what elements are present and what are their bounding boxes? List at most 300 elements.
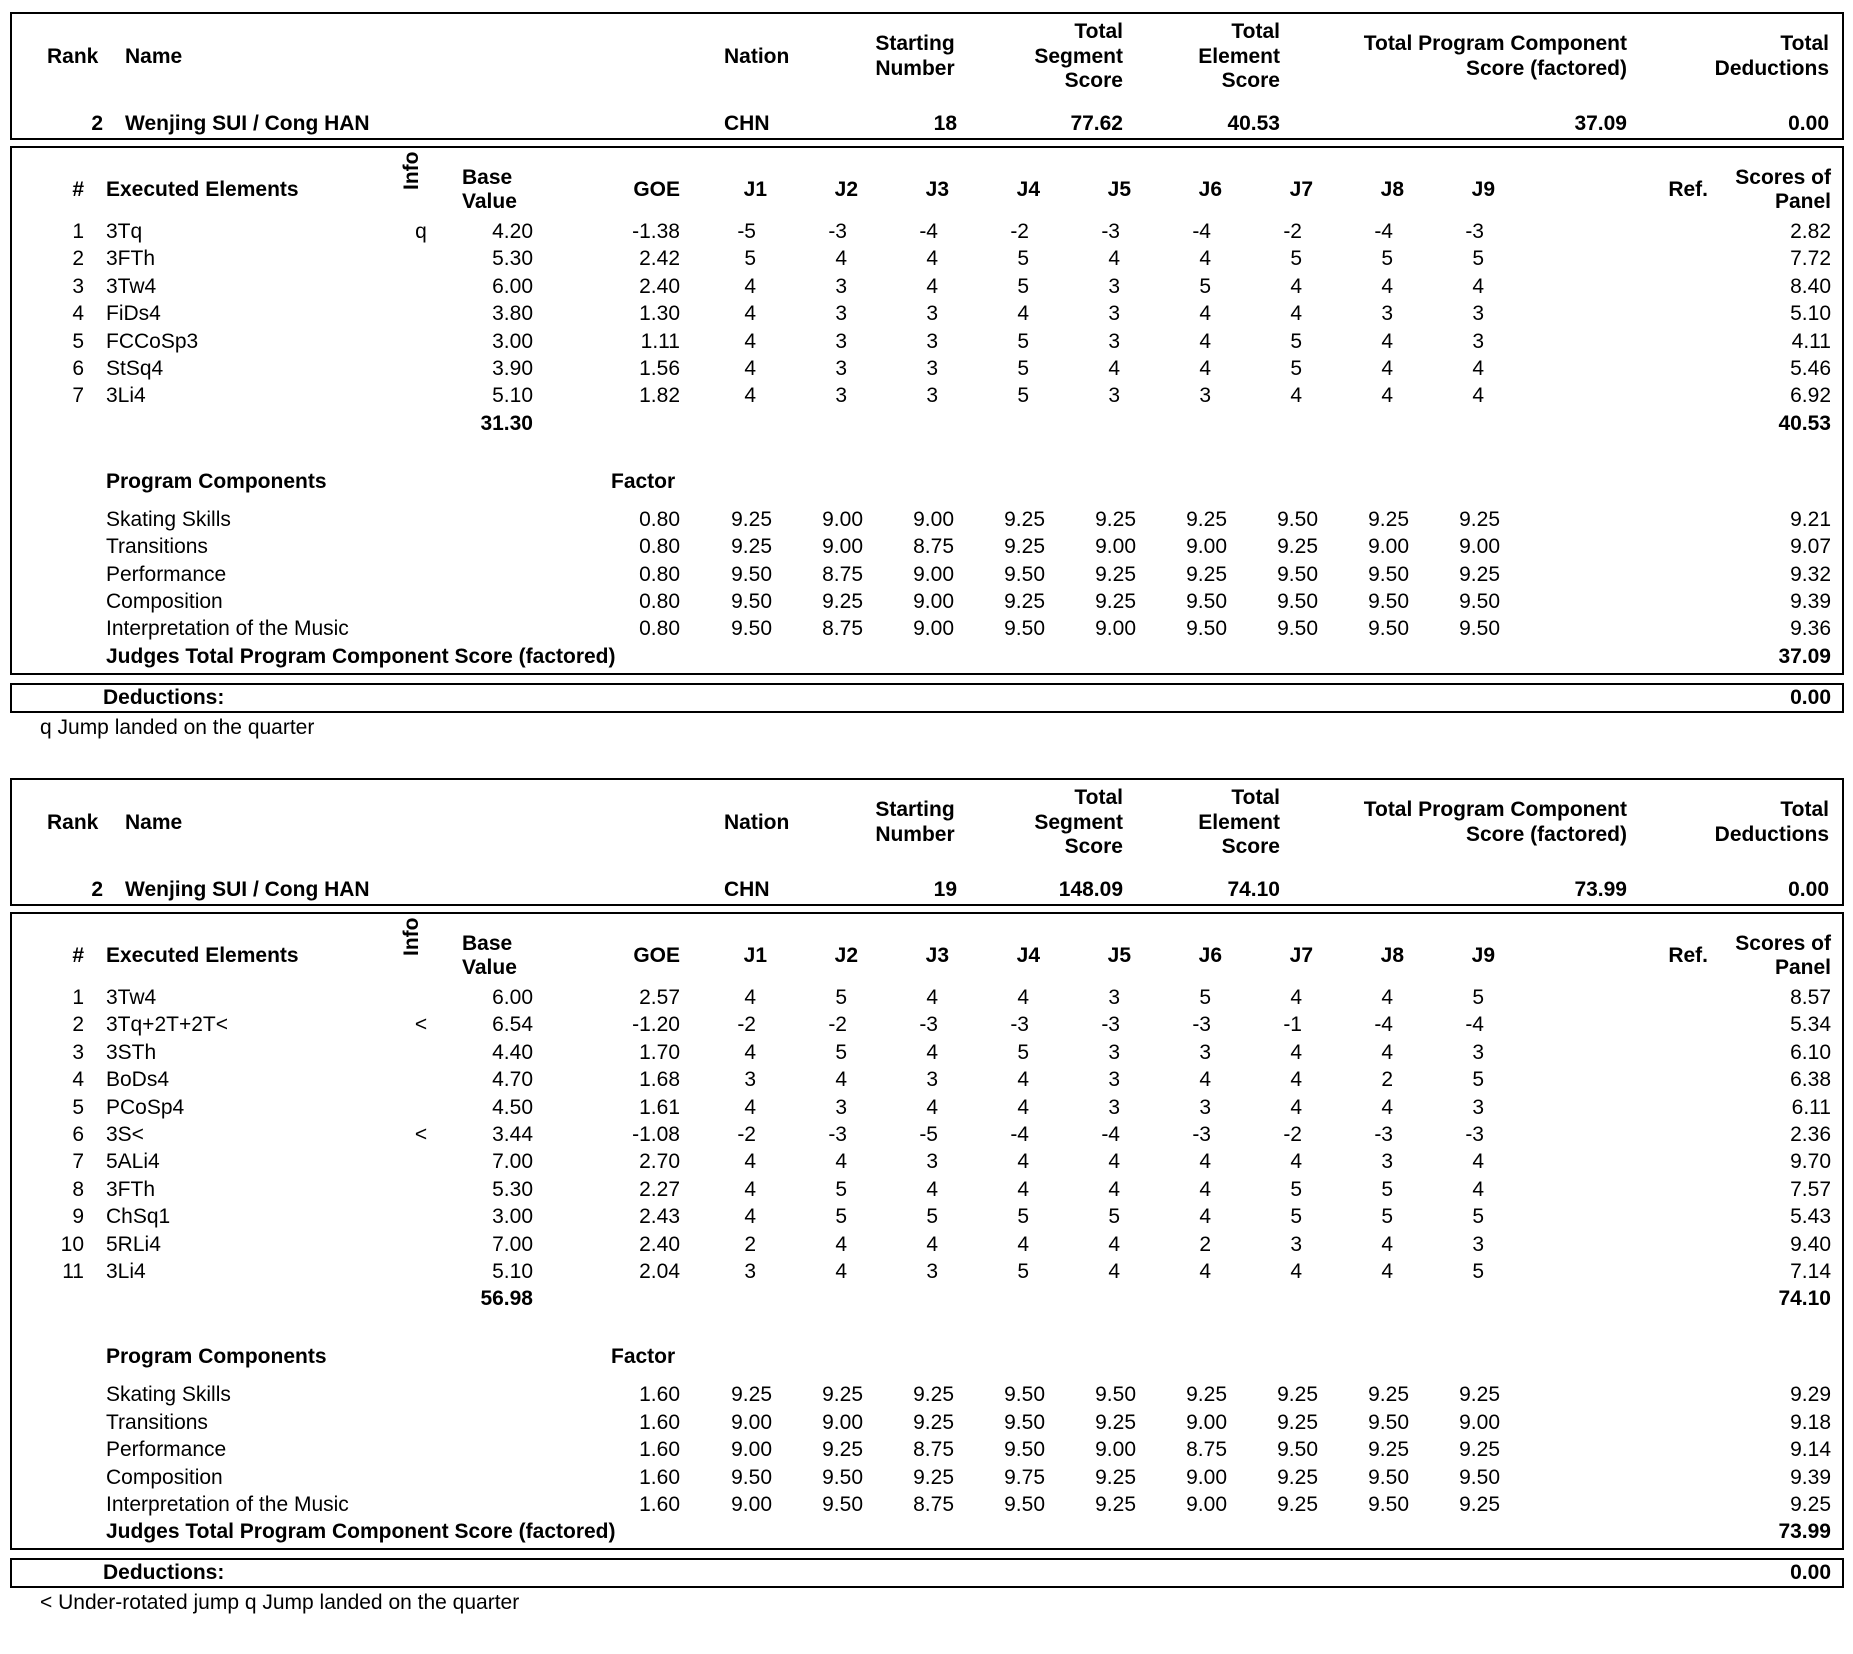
element-judge-score: -3 [1192, 1123, 1211, 1146]
element-code: ChSq1 [106, 1205, 171, 1229]
component-judge-score: 9.25 [1459, 1383, 1500, 1407]
component-judge-score: 9.50 [1368, 617, 1409, 641]
component-name: Composition [106, 1465, 223, 1489]
element-judge-score: 4 [744, 274, 756, 298]
element-judge-score: 4 [1290, 302, 1302, 326]
element-judge-score: 4 [744, 384, 756, 408]
element-judge-score: -1 [1283, 1013, 1302, 1037]
element-judge-score: 4 [1472, 1150, 1484, 1174]
col-header-base-value: Base [462, 932, 513, 955]
component-panel-score: 9.21 [1790, 507, 1831, 531]
nation-value: CHN [724, 878, 770, 901]
element-goe: 2.57 [639, 986, 680, 1009]
element-judge-score: -2 [1010, 220, 1029, 243]
element-judge-score: 4 [1108, 247, 1120, 271]
element-judge-score: 3 [1199, 1095, 1211, 1119]
element-judge-score: 3 [1472, 1040, 1484, 1064]
element-judge-score: -2 [737, 1013, 756, 1037]
element-judge-score: 3 [835, 1095, 847, 1119]
component-panel-score: 9.39 [1790, 1465, 1831, 1489]
component-judge-score: 9.00 [913, 590, 954, 613]
element-judge-score: 3 [1108, 1068, 1120, 1092]
element-number: 4 [72, 302, 84, 326]
component-judge-score: 9.00 [731, 1410, 772, 1434]
col-header-executed-elements: Executed Elements [106, 178, 299, 201]
element-goe: 1.82 [639, 384, 680, 408]
element-judge-score: 5 [1017, 384, 1029, 408]
element-judge-score: 5 [1290, 357, 1302, 380]
component-panel-score: 9.07 [1790, 535, 1831, 559]
component-judge-score: 9.25 [1459, 1438, 1500, 1462]
element-judge-score: 5 [1290, 247, 1302, 271]
element-judge-score: 4 [1017, 1095, 1029, 1119]
element-judge-score: 3 [1108, 274, 1120, 298]
tpcs-value: 73.99 [1574, 878, 1627, 901]
element-panel-score: 8.57 [1790, 986, 1831, 1009]
element-base-value: 3.80 [492, 302, 533, 326]
header-starting-number: Number [875, 823, 955, 846]
element-judge-score: 4 [1381, 274, 1393, 298]
deductions-label: Deductions: [103, 685, 225, 709]
component-judge-score: 9.25 [1004, 590, 1045, 613]
component-judge-score: 9.25 [1368, 1383, 1409, 1407]
element-number: 10 [60, 1232, 84, 1256]
component-factor: 0.80 [639, 562, 680, 586]
component-judge-score: 9.00 [822, 1410, 863, 1434]
component-judge-score: 9.00 [1368, 535, 1409, 559]
component-judge-score: 9.00 [913, 507, 954, 531]
component-judge-score: 9.25 [1368, 1438, 1409, 1462]
element-judge-score: 4 [1017, 1177, 1029, 1201]
element-base-value: 3.90 [492, 357, 533, 380]
element-judge-score: 4 [1290, 1040, 1302, 1064]
col-header-judge: J9 [1471, 178, 1495, 201]
judges-total-label: Judges Total Program Component Score (factored) [106, 644, 616, 668]
header-tpcs: Score (factored) [1465, 823, 1627, 846]
element-judge-score: 4 [1108, 1177, 1120, 1201]
element-judge-score: 3 [744, 1068, 756, 1092]
element-judge-score: -2 [737, 1123, 756, 1146]
element-judge-score: 3 [926, 357, 938, 380]
element-judge-score: 4 [1108, 1150, 1120, 1174]
component-name: Performance [106, 562, 227, 586]
program-components-heading: Program Components [106, 1345, 327, 1369]
component-judge-score: 9.00 [1095, 535, 1136, 559]
total-deductions-value: 0.00 [1788, 112, 1829, 135]
element-judge-score: -4 [1192, 220, 1211, 243]
component-judge-score: 9.25 [1368, 507, 1409, 531]
element-goe: -1.08 [632, 1123, 680, 1146]
element-judge-score: 4 [744, 302, 756, 326]
element-judge-score: -5 [737, 220, 756, 243]
element-panel-score: 7.72 [1790, 247, 1831, 271]
element-judge-score: 4 [835, 1260, 847, 1283]
element-goe: 1.70 [639, 1040, 680, 1064]
element-judge-score: 3 [926, 1260, 938, 1283]
element-judge-score: 3 [835, 302, 847, 326]
element-number: 5 [72, 1095, 84, 1119]
element-judge-score: 4 [835, 1150, 847, 1174]
col-header-judge: J8 [1380, 944, 1404, 967]
component-name: Performance [106, 1438, 227, 1462]
header-rank: Rank [47, 45, 99, 68]
judges-total-label: Judges Total Program Component Score (factored) [106, 1520, 616, 1544]
component-judge-score: 9.50 [1004, 1438, 1045, 1462]
header-total-element-score: Score [1221, 835, 1280, 858]
component-factor: 0.80 [639, 535, 680, 559]
element-judge-score: 4 [1290, 384, 1302, 408]
component-judge-score: 9.00 [822, 507, 863, 531]
element-judge-score: 4 [926, 247, 938, 271]
element-judge-score: 4 [1472, 357, 1484, 380]
element-panel-score: 6.92 [1790, 384, 1831, 408]
element-judge-score: 2 [744, 1232, 756, 1256]
base-value-total: 31.30 [480, 411, 533, 435]
element-judge-score: 4 [1017, 986, 1029, 1009]
component-judge-score: 9.00 [1186, 1493, 1227, 1516]
element-judge-score: 4 [926, 1232, 938, 1256]
col-header-goe: GOE [633, 178, 680, 201]
element-base-value: 7.00 [492, 1150, 533, 1174]
col-header-judge: J6 [1198, 944, 1222, 967]
component-judge-score: 9.50 [1004, 1410, 1045, 1434]
component-judge-score: 9.50 [822, 1493, 863, 1516]
component-judge-score: 9.25 [1459, 1493, 1500, 1516]
component-factor: 0.80 [639, 507, 680, 531]
header-rank: Rank [47, 811, 99, 834]
col-header-judge: J5 [1107, 178, 1131, 201]
component-name: Interpretation of the Music [106, 1493, 349, 1516]
element-base-value: 3.00 [492, 1205, 533, 1229]
component-name: Skating Skills [106, 1383, 231, 1407]
component-judge-score: 9.25 [1004, 535, 1045, 559]
element-judge-score: 4 [1290, 274, 1302, 298]
element-judge-score: 4 [744, 1177, 756, 1201]
element-info: < [414, 1013, 428, 1037]
header-total-element-score: Element [1198, 811, 1280, 834]
element-judge-score: 4 [1108, 1260, 1120, 1283]
element-judge-score: 4 [1199, 329, 1211, 353]
footnote: < Under-rotated jump q Jump landed on the quarter [40, 1591, 520, 1615]
component-judge-score: 9.00 [913, 617, 954, 641]
element-judge-score: 5 [1290, 329, 1302, 353]
element-judge-score: 4 [835, 1068, 847, 1092]
element-panel-score: 6.38 [1790, 1068, 1831, 1092]
element-judge-score: 3 [1108, 384, 1120, 408]
component-judge-score: 9.50 [1277, 617, 1318, 641]
component-judge-score: 8.75 [1186, 1438, 1227, 1462]
component-judge-score: 9.00 [1186, 1410, 1227, 1434]
element-judge-score: 3 [1199, 1040, 1211, 1064]
element-judge-score: 3 [1472, 1095, 1484, 1119]
element-judge-score: -2 [1283, 1123, 1302, 1146]
element-judge-score: -3 [1465, 220, 1484, 243]
element-code: 3Tw4 [106, 986, 157, 1009]
starting-number-value: 18 [933, 112, 957, 135]
element-judge-score: 4 [1199, 1260, 1211, 1283]
tpcs-value: 37.09 [1574, 112, 1627, 135]
col-header-judge: J9 [1471, 944, 1495, 967]
col-header-scores-of-panel: Panel [1774, 190, 1831, 213]
element-number: 9 [72, 1205, 84, 1229]
component-panel-score: 9.36 [1790, 617, 1831, 641]
element-judge-score: -4 [1374, 220, 1393, 243]
col-header-executed-elements: Executed Elements [106, 944, 299, 967]
component-judge-score: 8.75 [913, 1493, 954, 1516]
element-judge-score: -3 [828, 1123, 847, 1146]
header-total-segment-score: Score [1064, 69, 1123, 92]
component-judge-score: 9.50 [1004, 617, 1045, 641]
element-judge-score: 4 [1472, 384, 1484, 408]
element-number: 2 [72, 247, 84, 271]
element-judge-score: 4 [1290, 1260, 1302, 1283]
component-judge-score: 9.00 [822, 535, 863, 559]
element-judge-score: 5 [1017, 1260, 1029, 1283]
header-total-element-score: Total [1231, 20, 1280, 43]
component-judge-score: 9.50 [1368, 590, 1409, 613]
element-goe: 2.40 [639, 274, 680, 298]
element-judge-score: -4 [1010, 1123, 1029, 1146]
col-header-judge: J1 [743, 944, 767, 967]
component-judge-score: 9.25 [731, 507, 772, 531]
judges-total-value: 73.99 [1778, 1520, 1831, 1544]
component-judge-score: 9.25 [1095, 1493, 1136, 1516]
element-judge-score: 4 [744, 1095, 756, 1119]
col-header-scores-of-panel: Scores of [1735, 932, 1831, 955]
element-goe: 1.56 [639, 357, 680, 380]
component-factor: 1.60 [639, 1465, 680, 1489]
element-judge-score: 5 [1017, 247, 1029, 271]
element-judge-score: 4 [1381, 1260, 1393, 1283]
element-judge-score: 3 [1472, 1232, 1484, 1256]
element-judge-score: 2 [1199, 1232, 1211, 1256]
element-judge-score: 5 [744, 247, 756, 271]
col-header-base-value: Base [462, 166, 513, 189]
col-header-ref: Ref. [1668, 178, 1708, 201]
col-header-judge: J7 [1289, 944, 1313, 967]
element-info: q [415, 220, 427, 243]
element-goe: 2.70 [639, 1150, 680, 1174]
deductions-box [10, 1558, 1844, 1588]
col-header-num: # [72, 178, 84, 201]
element-judge-score: 4 [1381, 1040, 1393, 1064]
element-number: 8 [72, 1177, 84, 1201]
element-panel-score: 9.70 [1790, 1150, 1831, 1174]
element-judge-score: 4 [1199, 357, 1211, 380]
col-header-info: Info [400, 151, 423, 190]
col-header-judge: J3 [925, 944, 949, 967]
component-judge-score: 9.25 [1277, 1383, 1318, 1407]
element-judge-score: 5 [1017, 274, 1029, 298]
component-judge-score: 9.00 [1459, 1410, 1500, 1434]
element-judge-score: 4 [744, 357, 756, 380]
element-judge-score: -3 [1374, 1123, 1393, 1146]
element-number: 3 [72, 1040, 84, 1064]
component-judge-score: 9.00 [731, 1438, 772, 1462]
col-header-judge: J4 [1016, 944, 1040, 967]
element-judge-score: 4 [1472, 274, 1484, 298]
component-judge-score: 9.25 [1186, 562, 1227, 586]
element-judge-score: 5 [1472, 1205, 1484, 1229]
component-judge-score: 9.25 [1186, 507, 1227, 531]
element-judge-score: 5 [1472, 1260, 1484, 1283]
element-judge-score: 4 [1017, 1232, 1029, 1256]
header-tpcs: Total Program Component [1363, 32, 1627, 55]
element-judge-score: 3 [1290, 1232, 1302, 1256]
col-header-num: # [72, 944, 84, 967]
component-panel-score: 9.39 [1790, 590, 1831, 613]
component-judge-score: 9.00 [1186, 1465, 1227, 1489]
starting-number-value: 19 [933, 878, 957, 901]
component-factor: 1.60 [639, 1383, 680, 1407]
component-name: Transitions [106, 535, 208, 559]
element-judge-score: 4 [1199, 1068, 1211, 1092]
component-judge-score: 9.50 [1095, 1383, 1136, 1407]
header-starting-number: Number [875, 57, 955, 80]
total-deductions-value: 0.00 [1788, 878, 1829, 901]
element-goe: 1.30 [639, 302, 680, 326]
element-judge-score: 5 [1199, 986, 1211, 1009]
component-judge-score: 9.50 [1459, 617, 1500, 641]
element-code: 3FTh [106, 1177, 156, 1201]
header-starting-number: Starting [875, 798, 955, 821]
element-code: 3STh [106, 1040, 157, 1064]
component-judge-score: 9.25 [1095, 590, 1136, 613]
component-judge-score: 9.00 [1459, 535, 1500, 559]
element-goe: 1.68 [639, 1068, 680, 1092]
element-base-value: 4.40 [492, 1040, 533, 1064]
element-judge-score: -4 [919, 220, 938, 243]
panel-total: 74.10 [1778, 1287, 1831, 1311]
judges-total-value: 37.09 [1778, 644, 1831, 668]
col-header-ref: Ref. [1668, 944, 1708, 967]
element-base-value: 5.10 [492, 1260, 533, 1283]
element-judge-score: 5 [1017, 357, 1029, 380]
element-code: 3Li4 [106, 1260, 146, 1283]
component-judge-score: 9.25 [822, 1383, 863, 1407]
element-judge-score: 4 [1017, 1150, 1029, 1174]
header-nation: Nation [724, 811, 790, 834]
element-judge-score: -3 [1101, 1013, 1120, 1037]
component-judge-score: 9.50 [1277, 1438, 1318, 1462]
col-header-judge: J8 [1380, 178, 1404, 201]
component-judge-score: 9.25 [913, 1410, 954, 1434]
element-judge-score: 4 [835, 247, 847, 271]
element-judge-score: 4 [1017, 1068, 1029, 1092]
component-judge-score: 9.25 [1459, 562, 1500, 586]
component-judge-score: 9.25 [1095, 1465, 1136, 1489]
element-panel-score: 2.36 [1790, 1123, 1831, 1146]
element-judge-score: 3 [1108, 1040, 1120, 1064]
header-name: Name [125, 811, 183, 834]
component-judge-score: 9.50 [1368, 1493, 1409, 1516]
element-code: FiDs4 [106, 302, 161, 326]
component-judge-score: 9.25 [1186, 1383, 1227, 1407]
element-number: 1 [72, 220, 84, 243]
component-name: Transitions [106, 1410, 208, 1434]
col-header-base-value: Value [462, 190, 517, 213]
component-judge-score: 8.75 [913, 535, 954, 559]
element-number: 4 [72, 1068, 84, 1092]
component-judge-score: 9.50 [1004, 1493, 1045, 1516]
component-factor: 0.80 [639, 617, 680, 641]
element-number: 7 [72, 1150, 84, 1174]
element-judge-score: 5 [1290, 1177, 1302, 1201]
element-judge-score: 4 [1381, 384, 1393, 408]
element-number: 3 [72, 274, 84, 298]
element-panel-score: 7.14 [1790, 1260, 1831, 1283]
element-judge-score: 3 [1108, 302, 1120, 326]
component-factor: 1.60 [639, 1410, 680, 1434]
header-total-segment-score: Score [1064, 835, 1123, 858]
component-judge-score: 9.25 [1277, 1410, 1318, 1434]
element-number: 2 [72, 1013, 84, 1037]
header-total-deductions: Total [1780, 32, 1829, 55]
element-number: 7 [72, 384, 84, 408]
element-code: 3Tq [106, 220, 143, 243]
header-total-segment-score: Segment [1034, 811, 1123, 834]
deductions-value: 0.00 [1790, 685, 1831, 709]
element-judge-score: 4 [744, 1205, 756, 1229]
header-total-deductions: Deductions [1714, 823, 1829, 846]
element-judge-score: 3 [1108, 1095, 1120, 1119]
element-code: 3FTh [106, 247, 156, 271]
col-header-goe: GOE [633, 944, 680, 967]
element-base-value: 4.20 [492, 220, 533, 243]
component-judge-score: 9.00 [731, 1493, 772, 1516]
element-goe: 1.61 [639, 1095, 680, 1119]
element-judge-score: 3 [835, 357, 847, 380]
header-nation: Nation [724, 45, 790, 68]
element-code: 3Tw4 [106, 274, 157, 298]
element-goe: 2.40 [639, 1232, 680, 1256]
element-base-value: 5.30 [492, 247, 533, 271]
element-judge-score: 4 [1199, 1150, 1211, 1174]
element-judge-score: -2 [1283, 220, 1302, 243]
component-factor: 1.60 [639, 1438, 680, 1462]
element-base-value: 5.30 [492, 1177, 533, 1201]
element-code: StSq4 [106, 357, 164, 380]
header-total-element-score: Element [1198, 45, 1280, 68]
component-judge-score: 9.50 [822, 1465, 863, 1489]
header-total-segment-score: Total [1074, 786, 1123, 809]
element-judge-score: 3 [744, 1260, 756, 1283]
element-judge-score: 5 [1017, 329, 1029, 353]
element-judge-score: -3 [1010, 1013, 1029, 1037]
col-header-info: Info [400, 917, 423, 956]
element-judge-score: -2 [828, 1013, 847, 1037]
element-judge-score: 3 [926, 1150, 938, 1174]
header-total-element-score: Score [1221, 69, 1280, 92]
header-total-segment-score: Segment [1034, 45, 1123, 68]
element-goe: 2.04 [639, 1260, 680, 1283]
header-total-segment-score: Total [1074, 20, 1123, 43]
header-total-deductions: Deductions [1714, 57, 1829, 80]
element-judge-score: 5 [835, 1177, 847, 1201]
element-panel-score: 7.57 [1790, 1177, 1831, 1201]
element-judge-score: 4 [744, 329, 756, 353]
nation-value: CHN [724, 112, 770, 135]
element-judge-score: 5 [1381, 247, 1393, 271]
element-panel-score: 5.10 [1790, 302, 1831, 326]
col-header-judge: J2 [834, 178, 858, 201]
element-judge-score: 4 [1290, 986, 1302, 1009]
element-goe: 2.43 [639, 1205, 680, 1229]
element-judge-score: 4 [1381, 357, 1393, 380]
element-judge-score: 4 [1108, 1232, 1120, 1256]
element-base-value: 3.44 [492, 1123, 533, 1146]
component-judge-score: 9.00 [1095, 1438, 1136, 1462]
